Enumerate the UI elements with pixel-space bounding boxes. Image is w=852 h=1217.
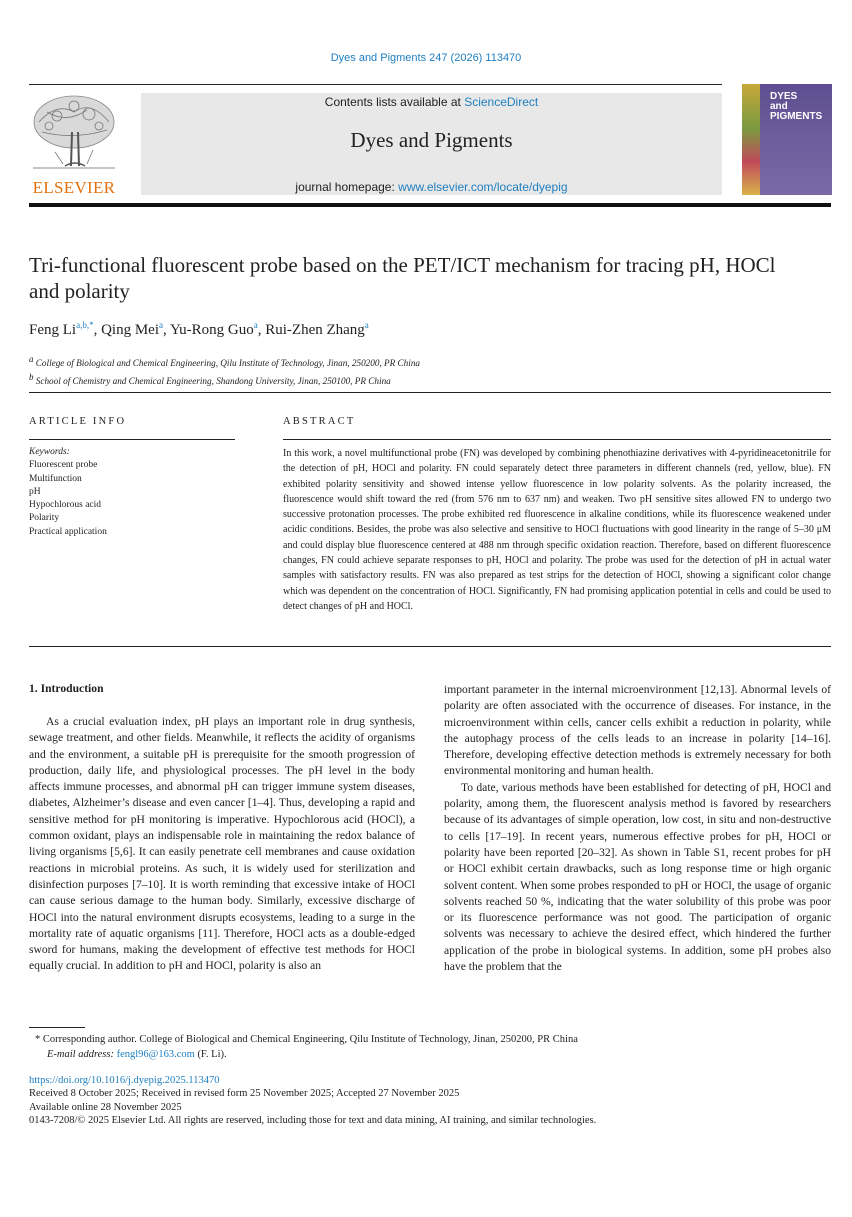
author-name[interactable]: Yu-Rong Guo — [169, 322, 254, 338]
keyword: Polarity — [29, 513, 60, 524]
abstract-text: In this work, a novel multifunctional probe (FN) was developed by combining phenothiazine derivatives with 4-pyridineacetonitrile for the detection of pH, HOCl and polarity. FN could separately detect three parameters in different channels (red, yellow, blue). FN exhibited polarity sensitivity and showed intense yellow fluorescence in low polarity solvents. As the polarity increased, the fluorescence would shift toward the red (from 576 nm to 637 nm) and weaken. Two pH sensitive sites allowed FN to undergo two successive protonation processes. The probe exhibited red fluorescence in alkaline conditions, while its fluorescence weakened under acidic conditions. Besides, the probe was also selective and sensitive to HOCl fluctuations with good linearity in the range of 5–30 μM and could display blue fluorescence centered at 488 nm through specific oxidation reaction. Therefore, based on different fluorescence changes, FN could achieve separate responses to pH, HOCl and polarity. The probe was used for the detection of pH in actual water samples with satisfactory results. FN was also prepared as test strips for the detection of HOCl, showing a significant color change which was dependent on the concentration of HOCl. Significantly, FN had promising application potential in cells and could be used to detect changes of pH and HOCl. — [283, 448, 831, 612]
doi-link[interactable]: https://doi.org/10.1016/j.dyepig.2025.113470 — [29, 1075, 220, 1086]
publication-info — [29, 1074, 596, 1128]
email-label: E-mail address: — [47, 1048, 117, 1060]
section-heading-introduction: 1. Introduction — [29, 682, 104, 695]
keywords-heading: Keywords: — [29, 447, 70, 457]
copyright-notice: 0143-7208/© 2025 Elsevier Ltd. All rights are reserved, including those for text and data mining, AI training, and similar technologies. — [29, 1115, 597, 1127]
keyword: pH — [29, 486, 41, 497]
journal-cover[interactable] — [742, 84, 832, 195]
abstract-divider — [283, 439, 831, 440]
received-dates: Received 8 October 2025; Received in revised form 25 November 2025; Accepted 27 November 2025 — [29, 1088, 460, 1100]
author-sup[interactable]: a — [253, 320, 258, 330]
cover-title-line: PIGMENTS — [770, 111, 823, 122]
cover-title-line: DYES — [770, 91, 798, 102]
homepage-line — [141, 180, 722, 194]
homepage-prefix: journal homepage: — [295, 180, 399, 194]
article-title: Tri-functional fluorescent probe based on the PET/ICT mechanism for tracing pH, HOCl and polarity — [29, 253, 776, 303]
body-paragraph: As a crucial evaluation index, pH plays an important role in drug synthesis, sewage treatment, and other fields. Meanwhile, it reflects the acidity of organisms and the environment, a suitable pH is prerequisite for the smooth progression of production, daily life, and physiological processes. The pH level in the body affects immune processes, and abnormal pH can trigger immune system diseases, diabetes, Alzheimer’s disease and even cancer [1–4]. Thus, developing a rapid and sensitive method for pH monitoring is imperative. Hypochlorous acid (HOCl), a common oxidant, plays an indispensable role in maintaining the redox balance of living organisms [5,6]. It can easily penetrate cell membranes and cause oxidation reactions in microbial proteins. As such, it is widely used for sterilization and disinfection purposes [7–10]. It is worth reminding that excessive intake of HOCl can cause serious damage to the human body. Similarly, excessive discharge of HOCl into the natural environment disrupts ecosystems, leading to a surge in the mortality rate of aquatic organisms [11]. Therefore, HOCl acts as a double-edged sword for humans, making the development of effective test methods for HOCl equally crucial. In addition to pH and HOCl, polarity is also an — [29, 715, 415, 973]
affiliation-text: College of Biological and Chemical Engineering, Qilu Institute of Technology, Jinan, 250200, PR China — [35, 358, 421, 369]
header-rule — [29, 84, 722, 85]
available-online: Available online 28 November 2025 — [29, 1101, 182, 1113]
email-suffix: (F. Li). — [194, 1048, 227, 1060]
cover-strip — [742, 84, 760, 195]
cover-title — [770, 92, 822, 122]
header-thick-rule — [29, 203, 831, 207]
affiliation-sup: a — [29, 354, 34, 364]
info-rule — [29, 392, 831, 393]
body-column-left — [29, 714, 415, 975]
body-paragraph: important parameter in the internal microenvironment [12,13]. Abnormal levels of polarity are often associated with the occurrence of diseases. For instance, in the microenvironment within cells, cancer cells exhibit a reduction in polarity, while the autophagy process of the cells leads to an increase in polarity [14–16]. Therefore, developing effective detection methods is extremely necessary for both environmental monitoring and human health. — [444, 683, 831, 778]
email-line — [35, 1048, 578, 1063]
keyword: Hypochlorous acid — [29, 500, 102, 511]
journal-name: Dyes and Pigments — [350, 128, 513, 152]
author-sup[interactable]: a,b,* — [76, 320, 94, 330]
journal-homepage-link[interactable]: www.elsevier.com/locate/dyepig — [398, 180, 568, 194]
author-name[interactable]: Qing Mei — [101, 322, 160, 338]
elsevier-logo[interactable] — [27, 92, 121, 196]
author-sup[interactable]: a — [159, 320, 164, 330]
body-column-right — [444, 682, 831, 975]
contents-line — [141, 95, 722, 109]
keyword: Fluorescent probe — [29, 460, 98, 471]
email-link[interactable]: fengl96@163.com — [116, 1048, 195, 1060]
affiliation-text: School of Chemistry and Chemical Engineering, Shandong University, Jinan, 250100, PR China — [35, 376, 391, 387]
author-sup[interactable]: a — [364, 320, 369, 330]
abstract-label: ABSTRACT — [283, 416, 356, 427]
body-paragraph: To date, various methods have been established for detecting of pH, HOCl and polarity, among them, the fluorescent analysis method is favored by researchers because of its advantages of simple operation, low cost, in situ and non-destructive to cells [17–19]. In recent years, numerous effective probes for pH, HOCl or polarity have been reported [20–32]. As shown in Table S1, recent probes for pH or HOCl exhibit certain drawbacks, such as long response time or high organic solvent content. When some probes responded to pH or HOCl, the usage of organic solvents reached 50 %, indicating that the water solubility of this probe was poor or its fluorescence performance was not good. The participation of organic solvents was necessary to achieve the desired effect, which hindered the further application of the probe in biological systems. In addition, some pH probes also have the problem that the — [444, 780, 831, 974]
sciencedirect-link[interactable]: ScienceDirect — [464, 95, 539, 109]
author-name[interactable]: Feng Li — [29, 322, 77, 338]
footnote — [35, 1033, 578, 1062]
article-info-label: ARTICLE INFO — [29, 416, 127, 427]
author-name[interactable]: Rui-Zhen Zhang — [265, 322, 365, 338]
affiliation — [29, 352, 420, 370]
keyword: Multifunction — [29, 473, 82, 484]
affiliation-sup: b — [29, 372, 34, 383]
journal-citation[interactable] — [0, 52, 852, 64]
info-divider — [29, 439, 235, 440]
corresponding-author-note: * Corresponding author. College of Biological and Chemical Engineering, Qilu Institute of Technology, Jinan, 250200, PR China — [35, 1034, 578, 1045]
footnote-rule — [29, 1027, 85, 1028]
affiliation — [29, 370, 420, 388]
contents-prefix: Contents lists available at — [324, 95, 465, 109]
citation-link[interactable]: Dyes and Pigments 247 (2026) 113470 — [330, 52, 522, 64]
elsevier-wordmark: ELSEVIER — [32, 178, 116, 197]
body-rule — [29, 646, 831, 647]
elsevier-tree-icon — [27, 92, 121, 176]
keywords-block — [29, 446, 107, 539]
affiliations — [29, 352, 420, 388]
cover-title-line: and — [770, 101, 788, 112]
author-list: Feng $Li^{a,b,*}$, Qing Mei$^a$, Yu-Rong Guo$^a$, Rui-Zhen Zhang$^a$ — [29, 320, 369, 338]
keyword: Practical application — [29, 526, 107, 537]
